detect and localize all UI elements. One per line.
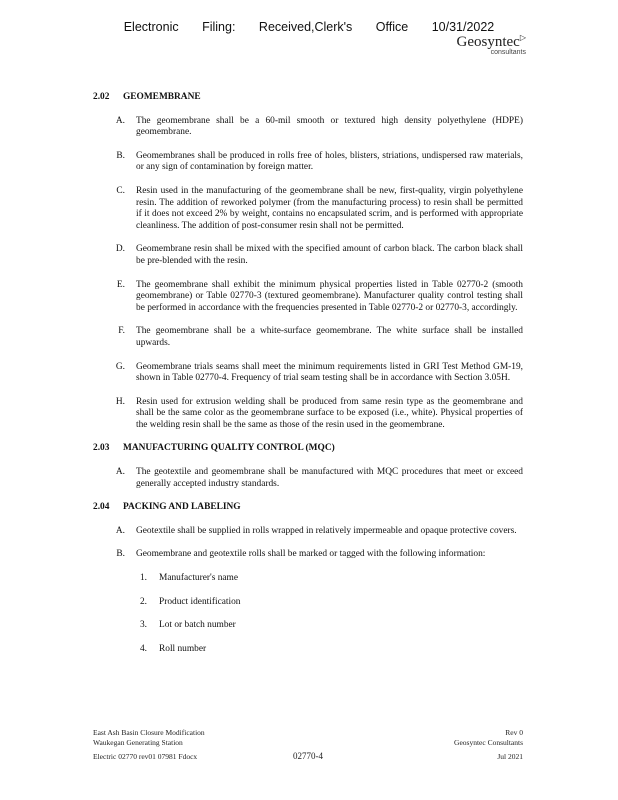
item-text: Resin used in the manufacturing of the geomembrane shall be new, first-quality, virgin polyethylene resin. The addition of reworked polymer (from the manufacturing process) to resin shall be permitted if it does not exceed 2% by weight, contains no encapsulated scrim, and is performed with appropriate cleanliness. The addition of post-consumer resin shall not be permitted. xyxy=(136,185,523,231)
section-number: 2.04 xyxy=(93,502,110,513)
list-item xyxy=(93,362,523,385)
footer-revision: Rev 0 xyxy=(505,728,523,737)
page-number: 02770-4 xyxy=(293,751,323,761)
list-item xyxy=(93,549,523,561)
section-number: 2.03 xyxy=(93,443,110,454)
item-text: Resin used for extrusion welding shall be produced from same resin type as the geomembrane and shall be the same color as the geomembrane surface to be exposed (i.e., white). Physical properties of the welding resin shall be the same as those of the resin used in the geomembrane. xyxy=(136,396,523,430)
item-label: G. xyxy=(115,361,125,372)
item-label: A. xyxy=(115,115,125,126)
list-item xyxy=(93,280,523,315)
item-text: Geomembrane and geotextile rolls shall be marked or tagged with the following information: xyxy=(136,549,486,560)
subitem-label: 1. xyxy=(139,573,147,584)
item-label: E. xyxy=(116,279,125,290)
item-label: A. xyxy=(115,525,125,536)
geosyntec-logo xyxy=(457,33,526,56)
logo-subtitle: consultants xyxy=(490,49,526,56)
subitem-label: 3. xyxy=(139,620,147,631)
header-electronic: Electronic xyxy=(123,20,179,34)
list-item xyxy=(93,116,523,139)
section-heading-2-03 xyxy=(93,443,523,455)
footer-project: East Ash Basin Closure Modification xyxy=(93,728,205,737)
item-text: Geotextile shall be supplied in rolls wrapped in relatively impermeable and opaque protective covers. xyxy=(136,525,517,536)
item-text: The geomembrane shall exhibit the minimum physical properties listed in Table 02770-2 (smooth geomembrane) or Table 02770-3 (textured geomembrane). Manufacturer quality control testing shall be performed in accordance with the frequencies presented in Table 02770-2 or 02770-3, accordingly. xyxy=(136,279,523,313)
list-item xyxy=(93,151,523,174)
footer-left xyxy=(93,728,205,762)
logo-name: Geosyntec xyxy=(456,34,520,50)
header-date: 10/31/2022 xyxy=(431,20,495,34)
header-office: Office xyxy=(375,20,409,34)
sub-list-item xyxy=(93,573,523,585)
item-text: Geomembranes shall be produced in rolls free of holes, blisters, striations, undispersed raw materials, or any sign of contamination by foreign matter. xyxy=(136,150,523,173)
section-title: GEOMEMBRANE xyxy=(123,92,201,102)
logo-mark-icon: ▷ xyxy=(519,33,526,42)
item-text: The geotextile and geomembrane shall be manufactured with MQC procedures that meet or exceed generally accepted industry standards. xyxy=(136,467,523,489)
list-item xyxy=(93,186,523,232)
list-item xyxy=(93,467,523,490)
item-label: F. xyxy=(118,326,125,337)
section-title: MANUFACTURING QUALITY CONTROL (MQC) xyxy=(123,443,335,454)
item-text: Geomembrane resin shall be mixed with the specified amount of carbon black. The carbon black shall be pre-blended with the resin. xyxy=(136,244,523,266)
item-label: C. xyxy=(116,185,125,196)
item-text: The geomembrane shall be a 60-mil smooth or textured high density polyethylene (HDPE) geomembrane. xyxy=(136,115,523,138)
sub-list-item xyxy=(93,597,523,609)
section-number: 2.02 xyxy=(93,92,110,102)
footer-station: Waukegan Generating Station xyxy=(93,738,183,747)
list-item xyxy=(93,326,523,349)
sub-list-item xyxy=(93,620,523,632)
item-text: The geomembrane shall be a white-surface geomembrane. The white surface shall be installed upwards. xyxy=(136,326,523,348)
item-label: B. xyxy=(116,549,125,560)
subitem-label: 2. xyxy=(139,596,147,607)
item-text: Geomembrane trials seams shall meet the minimum requirements listed in GRI Test Method GM-19, shown in Table 02770-4. Frequency of trial seam testing shall be in accordance with Section 3.05H. xyxy=(136,361,523,384)
item-label: H. xyxy=(115,396,125,407)
subitem-text: Lot or batch number xyxy=(159,620,236,631)
subitem-text: Manufacturer's name xyxy=(159,573,238,584)
section-title: PACKING AND LABELING xyxy=(123,502,241,513)
footer-filename: Electric 02770 rev01 07981 Fdocx xyxy=(93,752,198,761)
list-item xyxy=(93,397,523,432)
footer-company: Geosyntec Consultants xyxy=(454,738,523,747)
header-received: Received,Clerk's xyxy=(258,20,353,34)
item-label: D. xyxy=(115,244,125,255)
item-label: A. xyxy=(115,467,125,478)
footer-right xyxy=(454,728,523,762)
list-item xyxy=(93,244,523,267)
item-label: B. xyxy=(116,150,125,161)
subitem-text: Roll number xyxy=(159,643,207,654)
electronic-filing-header xyxy=(0,20,618,34)
header-filing: Filing: xyxy=(202,20,236,34)
section-heading-2-04 xyxy=(93,502,523,514)
document-body xyxy=(93,92,523,667)
sub-list-item xyxy=(93,644,523,656)
subitem-text: Product identification xyxy=(159,596,241,607)
subitem-label: 4. xyxy=(139,643,147,654)
footer-date: Jul 2021 xyxy=(497,752,523,761)
list-item xyxy=(93,526,523,538)
section-heading-2-02 xyxy=(93,92,523,104)
